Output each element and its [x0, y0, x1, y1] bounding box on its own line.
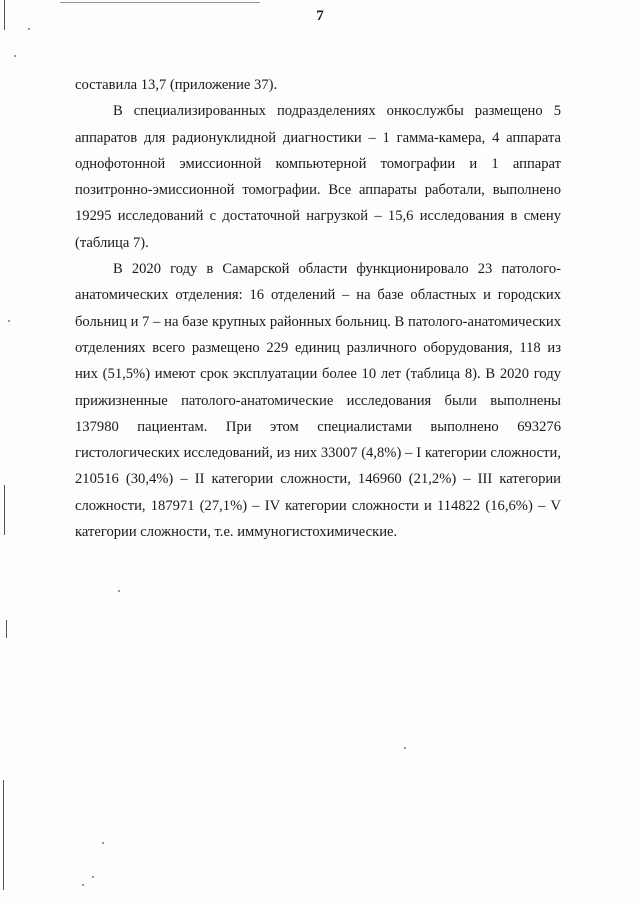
scan-edge-line-left-bottom — [3, 780, 4, 890]
scan-speck — [118, 590, 120, 592]
paragraph-3: В 2020 году в Самарской области функционировало 23 патолого-анатомических отделения: 16 отделений – на базе областных и городских больниц и 7 – на базе крупных районных больниц. В патолого-анатомических отделениях всего размещено 229 единиц различного оборудования, 118 из них (51,5%) имеют срок эксплуатации более 10 лет (таблица 8). В 2020 году прижизненные патолого-анатомические исследования были выполнены 137980 пациентам. При этом специалистами выполнено 693276 гистологических исследований, из них 33007 (4,8%) – I категории сложности, 210516 (30,4%) – II категории сложности, 146960 (21,2%) – III категории сложности, 187971 (27,1%) – IV категории сложности и 114822 (16,6%) – V категории сложности, т.е. иммуногистохимические. — [75, 261, 561, 541]
scan-speck — [28, 28, 30, 30]
paragraph-1: составила 13,7 (приложение 37). — [75, 77, 278, 93]
scan-speck — [14, 55, 16, 57]
scan-speck — [404, 747, 406, 749]
scan-edge-line-left — [4, 485, 5, 535]
page-number: 7 — [316, 8, 324, 24]
scan-edge-line-left-2 — [6, 620, 7, 638]
scan-speck — [92, 876, 94, 878]
paragraph-2: В специализированных подразделениях онкослужбы размещено 5 аппаратов для радионуклидной диагностики – 1 гамма-камера, 4 аппарата однофотонной эмиссионной компьютерной томографии и 1 аппарат позитронно-эмиссионной томографии. Все аппараты работали, выполнено 19295 исследований с достаточной нагрузкой – 15,6 исследования в смену (таблица 7). — [75, 103, 561, 251]
scan-speck — [8, 320, 10, 322]
scan-top-line — [60, 2, 260, 3]
scan-edge-line-top-left — [4, 0, 5, 30]
scan-speck — [102, 842, 104, 844]
scan-speck — [82, 884, 84, 886]
body-text — [75, 72, 561, 545]
